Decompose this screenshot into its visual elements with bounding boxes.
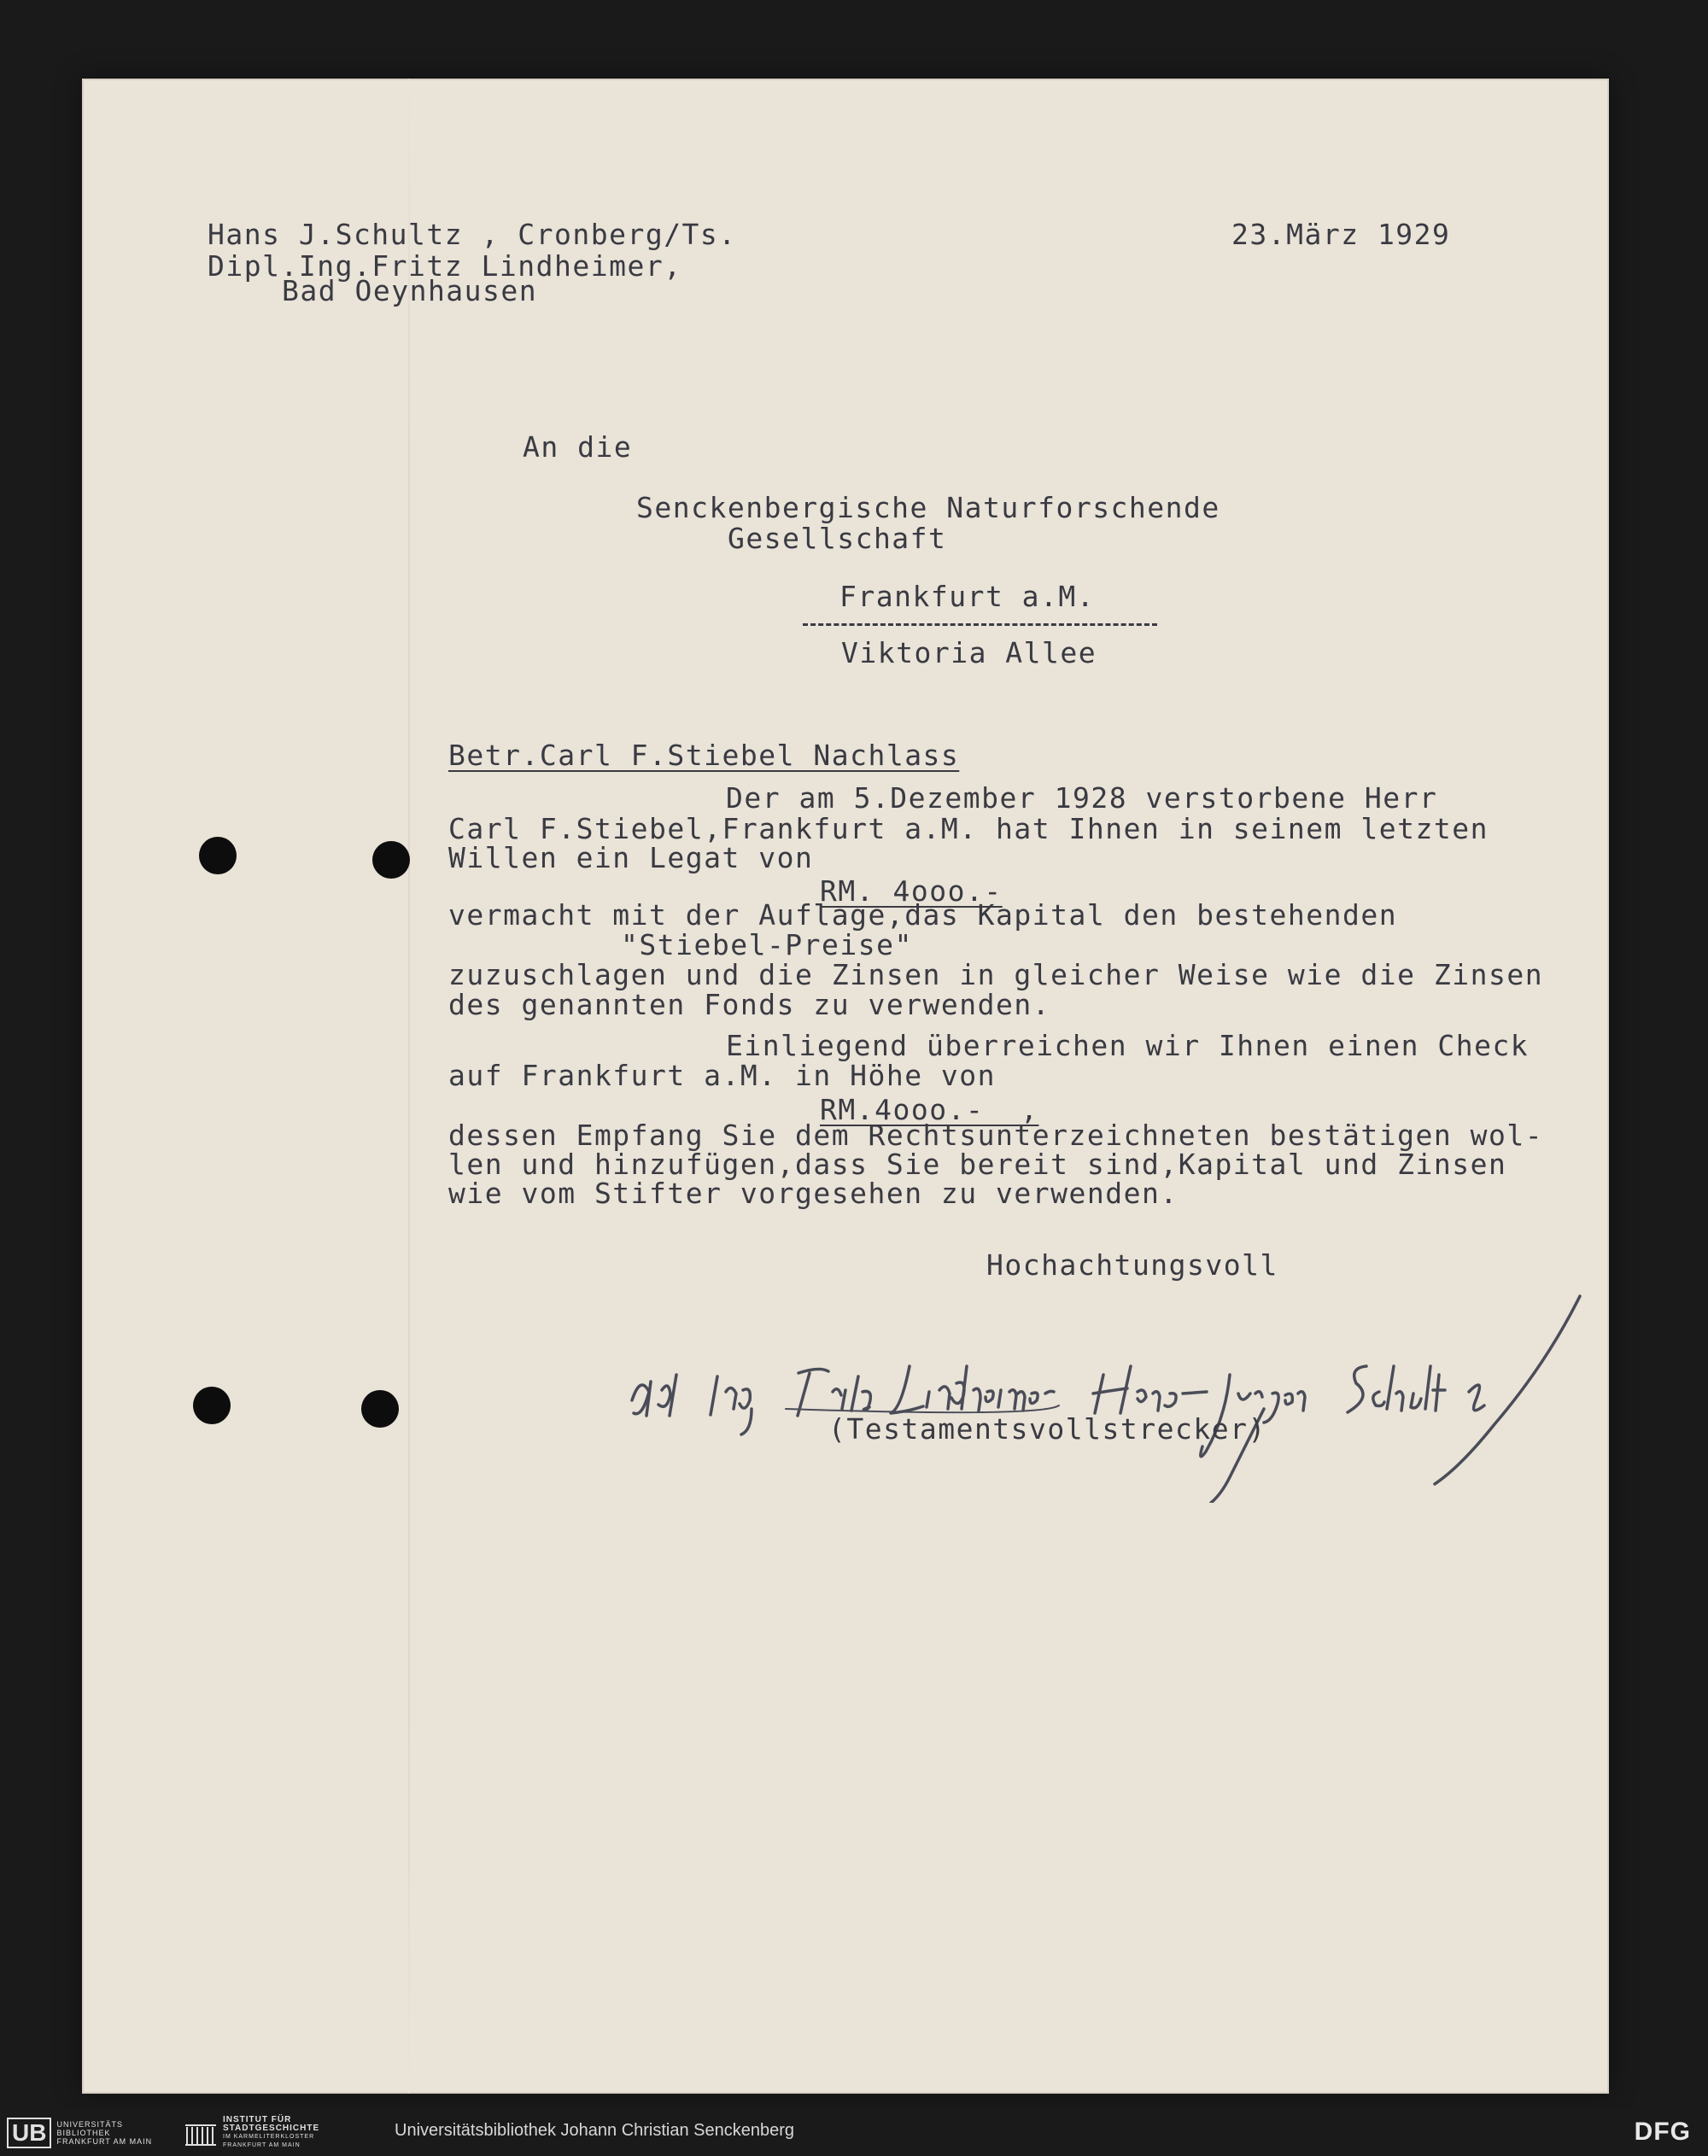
- body-line: Der am 5.Dezember 1928 verstorbene Herr: [726, 781, 1438, 815]
- address-divider: [803, 623, 1157, 626]
- ub-line-1: UNIVERSITÄTS: [56, 2120, 123, 2129]
- handwritten-signatures: [615, 1281, 1597, 1503]
- closing: Hochachtungsvoll: [986, 1248, 1278, 1282]
- legacy-amount: RM. 4ooo.-: [820, 874, 1003, 908]
- ub-mark: UB: [7, 2118, 51, 2148]
- punch-hole: [193, 1387, 231, 1424]
- body-line: wie vom Stifter vorgesehen zu verwenden.: [448, 1177, 1179, 1210]
- body-line: Willen ein Legat von: [448, 841, 814, 874]
- institute-line-1: INSTITUT FÜR: [223, 2115, 292, 2124]
- punch-hole: [372, 841, 410, 879]
- check-amount: RM.4ooo.- ,: [820, 1093, 1039, 1126]
- signature-role: (Testamentsvollstrecker): [828, 1412, 1266, 1446]
- prize-name: "Stiebel-Preise": [621, 928, 913, 961]
- dfg-logo: DFG: [1634, 2118, 1691, 2146]
- institute-emblem-icon: [184, 2118, 218, 2147]
- institute-line-4: FRANKFURT AM MAIN: [223, 2142, 301, 2148]
- body-line: len und hinzufügen,dass Sie bereit sind,Kapital und Zinsen: [448, 1148, 1507, 1181]
- recipient-name-1: Senckenbergische Naturforschende: [636, 491, 1220, 524]
- institute-line-3: IM KARMELITERKLOSTER: [223, 2134, 315, 2140]
- institute-line-2: STADTGESCHICHTE: [223, 2124, 320, 2133]
- sender-line-2: Dipl.Ing.Fritz Lindheimer,: [208, 249, 682, 283]
- sender-line-1: Hans J.Schultz , Cronberg/Ts.: [208, 218, 737, 251]
- letter-date: 23.März 1929: [1231, 218, 1451, 251]
- body-line: des genannten Fonds zu verwenden.: [448, 988, 1051, 1021]
- recipient-street: Viktoria Allee: [841, 636, 1097, 669]
- recipient-name-2: Gesellschaft: [728, 522, 947, 555]
- body-line: Carl F.Stiebel,Frankfurt a.M. hat Ihnen in seinem letzten: [448, 812, 1489, 845]
- subject-line: Betr.Carl F.Stiebel Nachlass: [448, 739, 960, 772]
- punch-hole: [199, 837, 237, 874]
- sender-line-3: Bad Oeynhausen: [282, 274, 538, 307]
- body-line: dessen Empfang Sie dem Rechtsunterzeichneten bestätigen wol-: [448, 1119, 1544, 1152]
- library-name: Universitätsbibliothek Johann Christian Senckenberg: [395, 2121, 795, 2140]
- body-line: vermacht mit der Auflage,das Kapital den bestehenden: [448, 898, 1398, 932]
- punch-hole: [361, 1390, 399, 1428]
- ub-line-3: FRANKFURT AM MAIN: [56, 2137, 153, 2146]
- archive-footer: [0, 2109, 1708, 2156]
- institute-logo: [184, 2115, 320, 2148]
- recipient-city: Frankfurt a.M.: [839, 580, 1096, 613]
- recipient-intro: An die: [523, 430, 633, 464]
- body-line: auf Frankfurt a.M. in Höhe von: [448, 1059, 997, 1092]
- paper-fold: [408, 79, 410, 2094]
- ub-line-2: BIBLIOTHEK: [56, 2129, 111, 2137]
- body-line: Einliegend überreichen wir Ihnen einen Check: [726, 1029, 1530, 1062]
- body-line: zuzuschlagen und die Zinsen in gleicher Weise wie die Zinsen: [448, 958, 1544, 991]
- ub-logo: [7, 2118, 152, 2148]
